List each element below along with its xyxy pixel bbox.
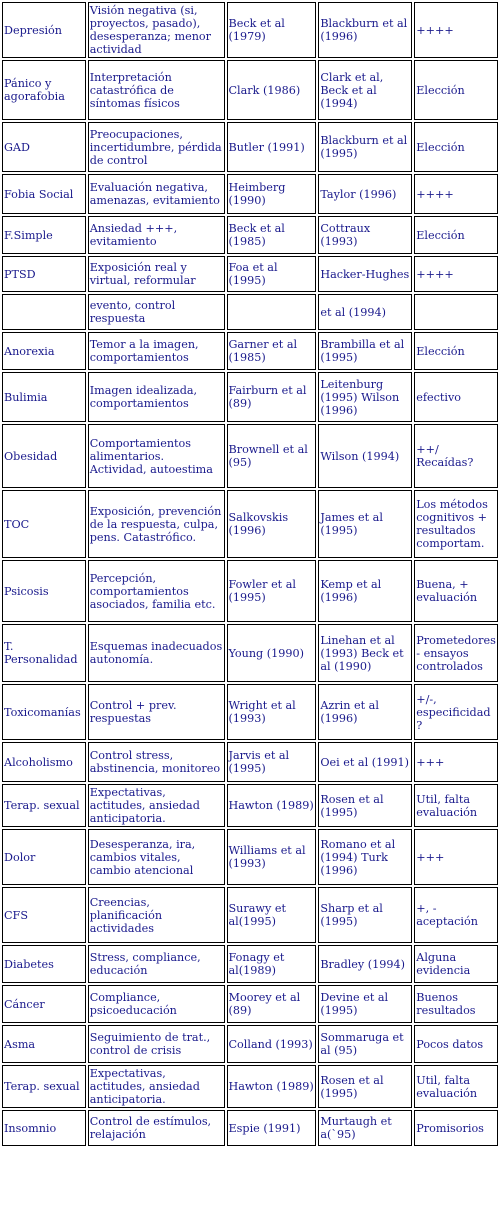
focus-cell: Control de estímulos, relajación xyxy=(88,1110,225,1146)
condition-cell: Psicosis xyxy=(2,560,86,622)
result-cell: Util, falta evaluación xyxy=(414,784,498,827)
focus-cell: evento, control respuesta xyxy=(88,294,225,330)
study-cell: Brambilla et al (1995) xyxy=(318,332,412,370)
result-cell: Promisorios xyxy=(414,1110,498,1146)
study-cell: Sommaruga et al (95) xyxy=(318,1025,412,1063)
table-body xyxy=(2,2,498,1146)
condition-cell: Terap. sexual xyxy=(2,1065,86,1108)
table-row xyxy=(2,424,498,488)
table-row xyxy=(2,60,498,120)
condition-cell: Depresión xyxy=(2,2,86,58)
study-cell: Murtaugh et a(`95) xyxy=(318,1110,412,1146)
table-row xyxy=(2,1065,498,1108)
reference-cell: Garner et al (1985) xyxy=(227,332,317,370)
result-cell: ++++ xyxy=(414,174,498,214)
result-cell: Elección xyxy=(414,216,498,254)
table-row xyxy=(2,122,498,172)
table-row xyxy=(2,372,498,422)
study-cell: Blackburn et al (1995) xyxy=(318,122,412,172)
condition-cell xyxy=(2,294,86,330)
table-row xyxy=(2,945,498,983)
condition-cell: GAD xyxy=(2,122,86,172)
table-row xyxy=(2,216,498,254)
result-cell: Alguna evidencia xyxy=(414,945,498,983)
condition-cell: Cáncer xyxy=(2,985,86,1023)
result-cell: +/-, especificidad? xyxy=(414,684,498,740)
result-cell: Util, falta evaluación xyxy=(414,1065,498,1108)
table-row xyxy=(2,829,498,885)
condition-cell: Fobia Social xyxy=(2,174,86,214)
condition-cell: Insomnio xyxy=(2,1110,86,1146)
condition-cell: Obesidad xyxy=(2,424,86,488)
study-cell: Rosen et al (1995) xyxy=(318,784,412,827)
study-cell: Bradley (1994) xyxy=(318,945,412,983)
condition-cell: Asma xyxy=(2,1025,86,1063)
focus-cell: Comportamientos alimentarios. Actividad, autoestima xyxy=(88,424,225,488)
focus-cell: Temor a la imagen, comportamientos xyxy=(88,332,225,370)
focus-cell: Control + prev. respuestas xyxy=(88,684,225,740)
result-cell xyxy=(414,294,498,330)
table-row xyxy=(2,784,498,827)
table-row xyxy=(2,2,498,58)
result-cell: +++ xyxy=(414,742,498,782)
study-cell: Blackburn et al (1996) xyxy=(318,2,412,58)
study-cell: Cottraux (1993) xyxy=(318,216,412,254)
table-row xyxy=(2,1110,498,1146)
condition-cell: T. Personalidad xyxy=(2,624,86,682)
study-cell: Hacker-Hughes xyxy=(318,256,412,292)
table-row xyxy=(2,174,498,214)
reference-cell: Heimberg (1990) xyxy=(227,174,317,214)
study-cell: Devine et al (1995) xyxy=(318,985,412,1023)
table-row xyxy=(2,624,498,682)
focus-cell: Imagen idealizada, comportamientos xyxy=(88,372,225,422)
focus-cell: Visión negativa (si, proyectos, pasado), desesperanza; menor actividad xyxy=(88,2,225,58)
focus-cell: Compliance, psicoeducación xyxy=(88,985,225,1023)
study-cell: James et al (1995) xyxy=(318,490,412,558)
reference-cell: Wright et al (1993) xyxy=(227,684,317,740)
result-cell: Elección xyxy=(414,332,498,370)
study-cell: Linehan et al (1993) Beck et al (1990) xyxy=(318,624,412,682)
condition-cell: Diabetes xyxy=(2,945,86,983)
condition-cell: PTSD xyxy=(2,256,86,292)
reference-cell xyxy=(227,294,317,330)
result-cell: Buena, + evaluación xyxy=(414,560,498,622)
condition-cell: Dolor xyxy=(2,829,86,885)
reference-cell: Beck et al (1979) xyxy=(227,2,317,58)
table-row xyxy=(2,332,498,370)
study-cell: Oei et al (1991) xyxy=(318,742,412,782)
table-row xyxy=(2,742,498,782)
reference-cell: Moorey et al (89) xyxy=(227,985,317,1023)
table-row xyxy=(2,256,498,292)
study-cell: Sharp et al (1995) xyxy=(318,887,412,943)
condition-cell: Bulimia xyxy=(2,372,86,422)
table-row xyxy=(2,887,498,943)
reference-cell: Brownell et al (95) xyxy=(227,424,317,488)
condition-cell: Toxicomanías xyxy=(2,684,86,740)
focus-cell: Desesperanza, ira, cambios vitales, cambio atencional xyxy=(88,829,225,885)
reference-cell: Butler (1991) xyxy=(227,122,317,172)
focus-cell: Seguimiento de trat., control de crisis xyxy=(88,1025,225,1063)
focus-cell: Exposición, prevención de la respuesta, culpa, pens. Catastrófico. xyxy=(88,490,225,558)
focus-cell: Percepción, comportamientos asociados, familia etc. xyxy=(88,560,225,622)
condition-cell: Anorexia xyxy=(2,332,86,370)
result-cell: +, - aceptación xyxy=(414,887,498,943)
focus-cell: Exposición real y virtual, reformular xyxy=(88,256,225,292)
condition-cell: TOC xyxy=(2,490,86,558)
study-cell: Clark et al, Beck et al (1994) xyxy=(318,60,412,120)
reference-cell: Jarvis et al (1995) xyxy=(227,742,317,782)
condition-cell: Pánico y agorafobia xyxy=(2,60,86,120)
reference-cell: Colland (1993) xyxy=(227,1025,317,1063)
focus-cell: Esquemas inadecuados autonomía. xyxy=(88,624,225,682)
study-cell: Wilson (1994) xyxy=(318,424,412,488)
study-cell: Kemp et al (1996) xyxy=(318,560,412,622)
study-cell: Romano et al (1994) Turk (1996) xyxy=(318,829,412,885)
reference-cell: Williams et al (1993) xyxy=(227,829,317,885)
reference-cell: Fairburn et al (89) xyxy=(227,372,317,422)
study-cell: Taylor (1996) xyxy=(318,174,412,214)
focus-cell: Ansiedad +++, evitamiento xyxy=(88,216,225,254)
reference-cell: Young (1990) xyxy=(227,624,317,682)
reference-cell: Fowler et al (1995) xyxy=(227,560,317,622)
table-row xyxy=(2,684,498,740)
focus-cell: Expectativas, actitudes, ansiedad anticipatoria. xyxy=(88,1065,225,1108)
result-cell: efectivo xyxy=(414,372,498,422)
result-cell: ++++ xyxy=(414,256,498,292)
condition-cell: Terap. sexual xyxy=(2,784,86,827)
table-row xyxy=(2,490,498,558)
condition-cell: F.Simple xyxy=(2,216,86,254)
focus-cell: Preocupaciones, incertidumbre, pérdida de control xyxy=(88,122,225,172)
focus-cell: Interpretación catastrófica de síntomas físicos xyxy=(88,60,225,120)
reference-cell: Hawton (1989) xyxy=(227,1065,317,1108)
condition-cell: Alcoholismo xyxy=(2,742,86,782)
result-cell: Pocos datos xyxy=(414,1025,498,1063)
table-row xyxy=(2,560,498,622)
result-cell: Elección xyxy=(414,60,498,120)
reference-cell: Beck et al (1985) xyxy=(227,216,317,254)
table-row xyxy=(2,294,498,330)
result-cell: +++ xyxy=(414,829,498,885)
result-cell: ++/ Recaídas? xyxy=(414,424,498,488)
result-cell: Los métodos cognitivos + resultados comportam. xyxy=(414,490,498,558)
focus-cell: Control stress, abstinencia, monitoreo xyxy=(88,742,225,782)
table-row xyxy=(2,1025,498,1063)
focus-cell: Creencias, planificación actividades xyxy=(88,887,225,943)
study-cell: Azrin et al (1996) xyxy=(318,684,412,740)
focus-cell: Expectativas, actitudes, ansiedad anticipatoria. xyxy=(88,784,225,827)
result-cell: Prometedores - ensayos controlados xyxy=(414,624,498,682)
reference-cell: Hawton (1989) xyxy=(227,784,317,827)
focus-cell: Stress, compliance, educación xyxy=(88,945,225,983)
study-cell: Leitenburg (1995) Wilson (1996) xyxy=(318,372,412,422)
reference-cell: Espie (1991) xyxy=(227,1110,317,1146)
result-cell: Elección xyxy=(414,122,498,172)
result-cell: ++++ xyxy=(414,2,498,58)
reference-cell: Surawy et al(1995) xyxy=(227,887,317,943)
reference-cell: Foa et al (1995) xyxy=(227,256,317,292)
study-cell: et al (1994) xyxy=(318,294,412,330)
focus-cell: Evaluación negativa, amenazas, evitamiento xyxy=(88,174,225,214)
reference-cell: Fonagy et al(1989) xyxy=(227,945,317,983)
result-cell: Buenos resultados xyxy=(414,985,498,1023)
table-row xyxy=(2,985,498,1023)
study-cell: Rosen et al (1995) xyxy=(318,1065,412,1108)
condition-cell: CFS xyxy=(2,887,86,943)
reference-cell: Clark (1986) xyxy=(227,60,317,120)
reference-cell: Salkovskis (1996) xyxy=(227,490,317,558)
